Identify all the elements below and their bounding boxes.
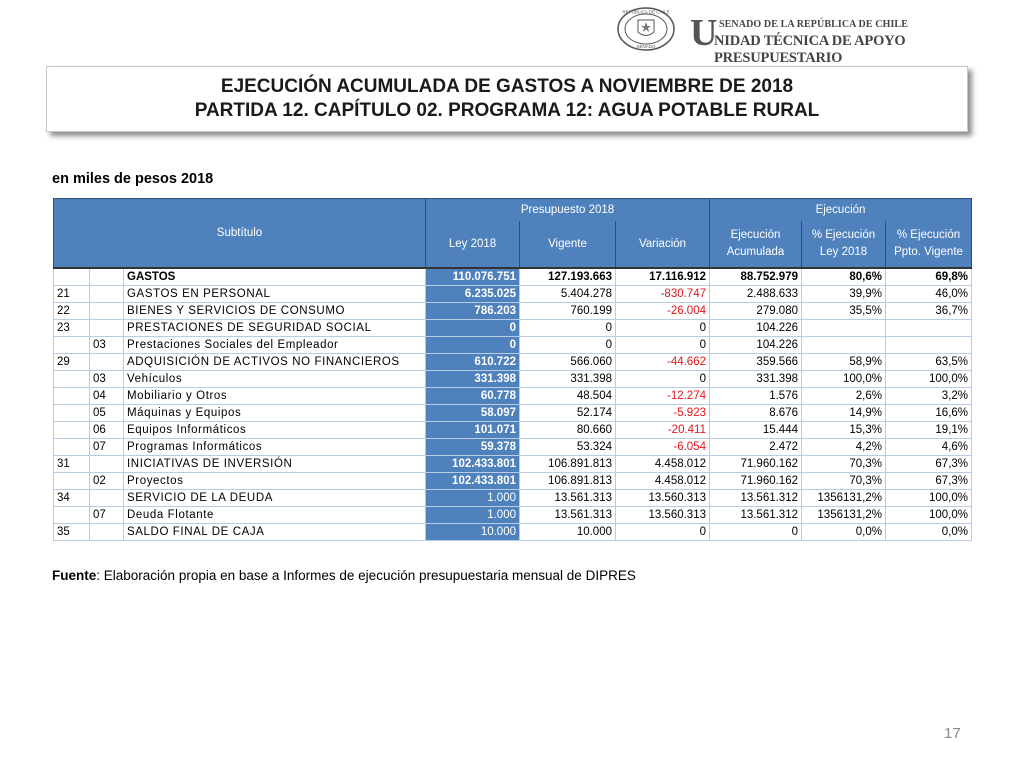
cell-sub: 21: [54, 286, 90, 303]
header-text: Ejecución: [730, 229, 781, 241]
cell-ejecucion: 13.561.312: [710, 490, 802, 507]
cell-vigente: 10.000: [520, 524, 616, 541]
cell-ejecucion: 331.398: [710, 371, 802, 388]
cell-ejecucion: 88.752.979: [710, 268, 802, 286]
cell-sub: 23: [54, 320, 90, 337]
cell-pct-vig: 0,0%: [886, 524, 972, 541]
cell-sub: [54, 473, 90, 490]
source-text: : Elaboración propia en base a Informes de ejecución presupuestaria mensual de DIPRES: [96, 568, 636, 583]
cell-sub: 31: [54, 456, 90, 473]
cell-name: BIENES Y SERVICIOS DE CONSUMO: [124, 303, 426, 320]
cell-variacion: 4.458.012: [616, 456, 710, 473]
svg-text:REPÚBLICA DE CHILE: REPÚBLICA DE CHILE: [622, 9, 670, 15]
cell-ley: 786.203: [426, 303, 520, 320]
cell-sub: [54, 422, 90, 439]
cell-pct-vig: 67,3%: [886, 456, 972, 473]
header-vigente: Vigente: [520, 221, 616, 268]
cell-pct-ley: 70,3%: [802, 473, 886, 490]
cell-ejecucion: 15.444: [710, 422, 802, 439]
cell-ejecucion: 71.960.162: [710, 473, 802, 490]
cell-pct-ley: [802, 320, 886, 337]
cell-pct-vig: 36,7%: [886, 303, 972, 320]
table-row: [54, 337, 972, 354]
cell-ejecucion: 71.960.162: [710, 456, 802, 473]
cell-variacion: -44.662: [616, 354, 710, 371]
cell-variacion: 0: [616, 524, 710, 541]
cell-name: Deuda Flotante: [124, 507, 426, 524]
cell-pct-ley: 100,0%: [802, 371, 886, 388]
cell-variacion: -830.747: [616, 286, 710, 303]
header-text: Ley 2018: [819, 246, 868, 258]
cell-variacion: 13.560.313: [616, 490, 710, 507]
cell-sub: [54, 507, 90, 524]
cell-pct-ley: 4,2%: [802, 439, 886, 456]
cell-pct-vig: 69,8%: [886, 268, 972, 286]
cell-sub: [54, 337, 90, 354]
cell-item: 07: [90, 507, 124, 524]
cell-sub: [54, 405, 90, 422]
header-text: % Ejecución: [896, 229, 961, 241]
cell-vigente: 13.561.313: [520, 507, 616, 524]
cell-ley: 0: [426, 320, 520, 337]
cell-pct-vig: 67,3%: [886, 473, 972, 490]
cell-sub: [54, 439, 90, 456]
cell-item: 06: [90, 422, 124, 439]
cell-ejecucion: 1.576: [710, 388, 802, 405]
cell-item: [90, 354, 124, 371]
cell-vigente: 106.891.813: [520, 456, 616, 473]
cell-name: SERVICIO DE LA DEUDA: [124, 490, 426, 507]
cell-vigente: 0: [520, 337, 616, 354]
table-row: [54, 286, 972, 303]
cell-pct-vig: 4,6%: [886, 439, 972, 456]
cell-pct-ley: 2,6%: [802, 388, 886, 405]
cell-variacion: -6.054: [616, 439, 710, 456]
title-box: [46, 66, 968, 132]
table-row: [54, 422, 972, 439]
cell-variacion: 17.116.912: [616, 268, 710, 286]
cell-pct-ley: 0,0%: [802, 524, 886, 541]
cell-vigente: 48.504: [520, 388, 616, 405]
table-row: [54, 490, 972, 507]
header-text: % Ejecución: [811, 229, 876, 241]
cell-sub: 29: [54, 354, 90, 371]
cell-ley: 102.433.801: [426, 456, 520, 473]
cell-ejecucion: 0: [710, 524, 802, 541]
cell-name: Máquinas y Equipos: [124, 405, 426, 422]
cell-variacion: 13.560.313: [616, 507, 710, 524]
cell-name: GASTOS EN PERSONAL: [124, 286, 426, 303]
cell-sub: 35: [54, 524, 90, 541]
cell-pct-ley: 70,3%: [802, 456, 886, 473]
cell-variacion: 0: [616, 371, 710, 388]
cell-vigente: 80.660: [520, 422, 616, 439]
cell-ley: 331.398: [426, 371, 520, 388]
cell-ley: 0: [426, 337, 520, 354]
org-name: NIDAD TÉCNICA DE APOYO PRESUPUESTARIO: [714, 33, 906, 66]
cell-pct-ley: 14,9%: [802, 405, 886, 422]
cell-sub: [54, 268, 90, 286]
cell-item: 02: [90, 473, 124, 490]
cell-ley: 101.071: [426, 422, 520, 439]
page-title: EJECUCIÓN ACUMULADA DE GASTOS A NOVIEMBRE DE 2018: [220, 76, 794, 97]
cell-vigente: 52.174: [520, 405, 616, 422]
org-logo-letter: U: [690, 12, 718, 54]
cell-pct-ley: 15,3%: [802, 422, 886, 439]
cell-ejecucion: 2.472: [710, 439, 802, 456]
cell-item: 07: [90, 439, 124, 456]
table-row: [54, 456, 972, 473]
table-row: [54, 371, 972, 388]
cell-ejecucion: 13.561.312: [710, 507, 802, 524]
cell-ley: 59.378: [426, 439, 520, 456]
senate-seal-logo: [616, 6, 676, 52]
cell-ley: 1.000: [426, 490, 520, 507]
cell-variacion: -20.411: [616, 422, 710, 439]
cell-pct-vig: [886, 320, 972, 337]
cell-ejecucion: 279.080: [710, 303, 802, 320]
cell-item: 04: [90, 388, 124, 405]
table-row: [54, 388, 972, 405]
cell-pct-vig: 19,1%: [886, 422, 972, 439]
cell-vigente: 13.561.313: [520, 490, 616, 507]
table-body: [54, 268, 972, 541]
cell-vigente: 566.060: [520, 354, 616, 371]
cell-pct-ley: 1356131,2%: [802, 490, 886, 507]
cell-ley: 60.778: [426, 388, 520, 405]
cell-item: [90, 490, 124, 507]
table-row: [54, 354, 972, 371]
table-row: [54, 439, 972, 456]
table-row: [54, 405, 972, 422]
cell-ejecucion: 359.566: [710, 354, 802, 371]
cell-name: Mobiliario y Otros: [124, 388, 426, 405]
cell-vigente: 5.404.278: [520, 286, 616, 303]
cell-variacion: 4.458.012: [616, 473, 710, 490]
cell-item: [90, 456, 124, 473]
cell-item: 05: [90, 405, 124, 422]
header-ley: Ley 2018: [426, 221, 520, 268]
cell-sub: 22: [54, 303, 90, 320]
cell-pct-ley: [802, 337, 886, 354]
cell-pct-ley: 58,9%: [802, 354, 886, 371]
cell-name: Prestaciones Sociales del Empleador: [124, 337, 426, 354]
cell-item: [90, 268, 124, 286]
org-parent-name: SENADO DE LA REPÚBLICA DE CHILE: [719, 19, 908, 30]
cell-variacion: -26.004: [616, 303, 710, 320]
header-variacion: Variación: [616, 221, 710, 268]
cell-ley: 1.000: [426, 507, 520, 524]
cell-variacion: 0: [616, 320, 710, 337]
cell-vigente: 0: [520, 320, 616, 337]
header-subtitulo: Subtítulo: [54, 199, 426, 269]
header-pct-ley: [802, 221, 886, 268]
cell-pct-ley: 39,9%: [802, 286, 886, 303]
cell-name: ADQUISICIÓN DE ACTIVOS NO FINANCIEROS: [124, 354, 426, 371]
header-pct-vigente: [886, 221, 972, 268]
cell-ley: 58.097: [426, 405, 520, 422]
cell-variacion: -12.274: [616, 388, 710, 405]
cell-pct-ley: 35,5%: [802, 303, 886, 320]
cell-name: INICIATIVAS DE INVERSIÓN: [124, 456, 426, 473]
cell-ejecucion: 104.226: [710, 337, 802, 354]
cell-item: [90, 286, 124, 303]
cell-sub: [54, 371, 90, 388]
table-row: [54, 507, 972, 524]
cell-item: [90, 524, 124, 541]
cell-pct-vig: 100,0%: [886, 371, 972, 388]
cell-sub: 34: [54, 490, 90, 507]
cell-name: Programas Informáticos: [124, 439, 426, 456]
units-label: en miles de pesos 2018: [52, 171, 214, 187]
cell-vigente: 106.891.813: [520, 473, 616, 490]
cell-name: Vehículos: [124, 371, 426, 388]
cell-pct-ley: 1356131,2%: [802, 507, 886, 524]
source-note: [52, 568, 636, 583]
cell-pct-vig: [886, 337, 972, 354]
page-number: 17: [944, 725, 961, 742]
table-row: [54, 268, 972, 286]
cell-item: [90, 320, 124, 337]
cell-ley: 102.433.801: [426, 473, 520, 490]
cell-variacion: 0: [616, 337, 710, 354]
cell-item: [90, 303, 124, 320]
cell-item: 03: [90, 371, 124, 388]
cell-ley: 110.076.751: [426, 268, 520, 286]
cell-pct-vig: 16,6%: [886, 405, 972, 422]
cell-vigente: 760.199: [520, 303, 616, 320]
header-presupuesto: Presupuesto 2018: [426, 199, 710, 222]
cell-sub: [54, 388, 90, 405]
cell-vigente: 331.398: [520, 371, 616, 388]
source-label: Fuente: [52, 568, 97, 583]
cell-variacion: -5.923: [616, 405, 710, 422]
cell-name: Equipos Informáticos: [124, 422, 426, 439]
cell-ley: 610.722: [426, 354, 520, 371]
header-text: Acumulada: [726, 246, 785, 258]
budget-table: [53, 198, 972, 541]
cell-ley: 6.235.025: [426, 286, 520, 303]
cell-pct-vig: 100,0%: [886, 490, 972, 507]
cell-name: GASTOS: [124, 268, 426, 286]
header-text: Ppto. Vigente: [894, 246, 963, 258]
cell-ejecucion: 104.226: [710, 320, 802, 337]
cell-ejecucion: 8.676: [710, 405, 802, 422]
page-subtitle: PARTIDA 12. CAPÍTULO 02. PROGRAMA 12: AGUA POTABLE RURAL: [194, 100, 820, 121]
cell-ejecucion: 2.488.633: [710, 286, 802, 303]
table-row: [54, 320, 972, 337]
cell-name: SALDO FINAL DE CAJA: [124, 524, 426, 541]
table-row: [54, 524, 972, 541]
cell-name: PRESTACIONES DE SEGURIDAD SOCIAL: [124, 320, 426, 337]
header-ejecucion: Ejecución: [710, 199, 972, 222]
cell-pct-vig: 63,5%: [886, 354, 972, 371]
cell-item: 03: [90, 337, 124, 354]
cell-pct-vig: 100,0%: [886, 507, 972, 524]
cell-name: Proyectos: [124, 473, 426, 490]
cell-vigente: 53.324: [520, 439, 616, 456]
cell-ley: 10.000: [426, 524, 520, 541]
table-row: [54, 303, 972, 320]
svg-text:SENADO: SENADO: [636, 44, 656, 49]
table-row: [54, 473, 972, 490]
cell-vigente: 127.193.663: [520, 268, 616, 286]
cell-pct-vig: 3,2%: [886, 388, 972, 405]
cell-pct-ley: 80,6%: [802, 268, 886, 286]
header-ejecucion-acumulada: [710, 221, 802, 268]
cell-pct-vig: 46,0%: [886, 286, 972, 303]
